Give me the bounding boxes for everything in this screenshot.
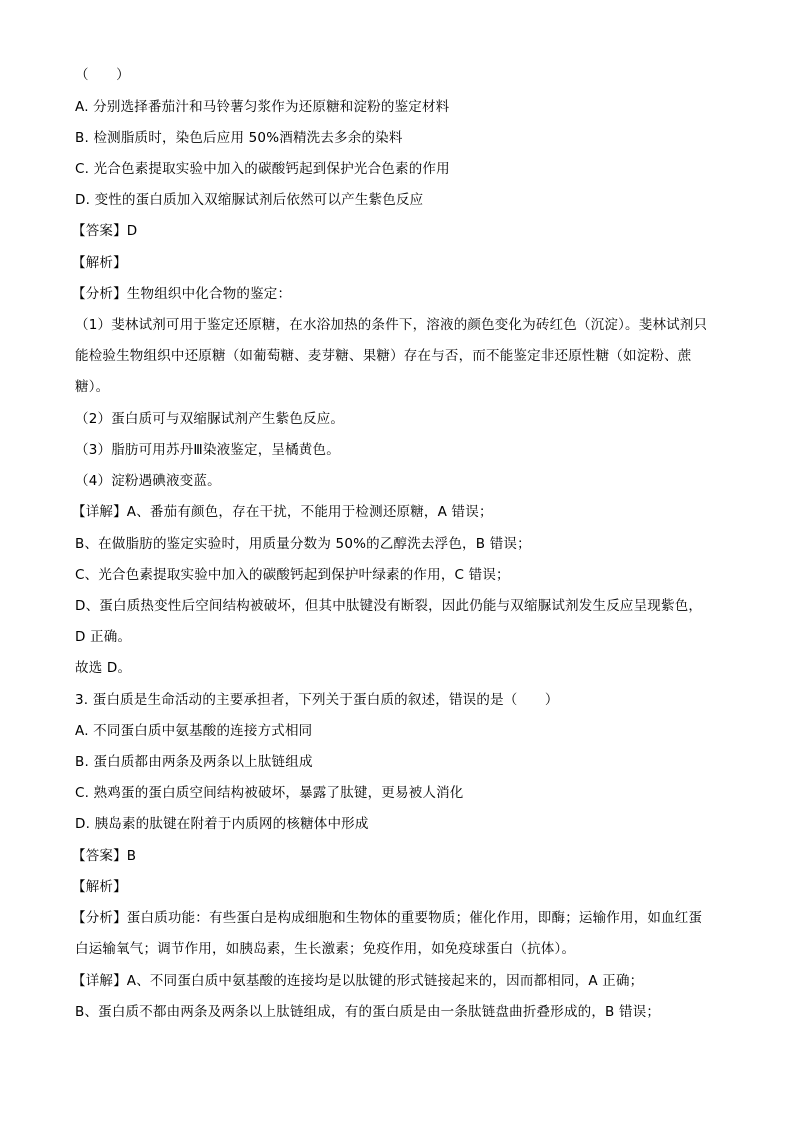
q2-option-b: B. 检测脂质时，染色后应用 50%酒精洗去多余的染料 xyxy=(75,130,403,146)
q3-answer: 【答案】B xyxy=(72,848,137,864)
q2-analysis-line: （3）脂肪可用苏丹Ⅲ染液鉴定，呈橘黄色。 xyxy=(75,442,340,458)
q2-analysis-line: （4）淀粉遇碘液变蓝。 xyxy=(75,473,221,489)
q3-analysis-line: 白运输氧气；调节作用，如胰岛素，生长激素；免疫作用，如免疫球蛋白（抗体）。 xyxy=(75,941,576,957)
q2-analysis-line: （1）斐林试剂可用于鉴定还原糖，在水浴加热的条件下，溶液的颜色变化为砖红色（沉淀）。斐林试剂只 xyxy=(75,317,708,333)
q2-detail-line: D 正确。 xyxy=(75,629,132,645)
q2-analysis-line: （2）蛋白质可与双缩脲试剂产生紫色反应。 xyxy=(75,411,345,427)
q2-option-a: A. 分别选择番茄汁和马铃薯匀浆作为还原糖和淀粉的鉴定材料 xyxy=(75,99,450,115)
q3-stem: 3. 蛋白质是生命活动的主要承担者，下列关于蛋白质的叙述，错误的是（ ） xyxy=(75,692,559,708)
q2-answer: 【答案】D xyxy=(72,223,138,239)
q3-option-d: D. 胰岛素的肽键在附着于内质网的核糖体中形成 xyxy=(75,816,369,832)
q2-option-c: C. 光合色素提取实验中加入的碳酸钙起到保护光合色素的作用 xyxy=(75,161,450,177)
q2-detail-line: 故选 D。 xyxy=(75,660,132,676)
q3-option-c: C. 熟鸡蛋的蛋白质空间结构被破坏，暴露了肽键，更易被人消化 xyxy=(75,785,464,801)
q2-detail-line: C、光合色素提取实验中加入的碳酸钙起到保护叶绿素的作用，C 错误； xyxy=(75,567,510,583)
q2-analysis-line: 糖）。 xyxy=(75,379,110,395)
q2-detail-line: 【详解】A、番茄有颜色，存在干扰，不能用于检测还原糖，A 错误； xyxy=(72,504,493,520)
q2-analysis-heading: 【解析】 xyxy=(72,255,127,271)
q3-analysis-heading: 【解析】 xyxy=(72,879,127,895)
q3-detail-line: 【详解】A、不同蛋白质中氨基酸的连接均是以肽键的形式链接起来的，因而都相同，A 正确； xyxy=(72,973,644,989)
q2-detail-line: D、蛋白质热变性后空间结构被破坏，但其中肽键没有断裂，因此仍能与双缩脲试剂发生反应呈现紫色， xyxy=(75,598,703,614)
q2-detail-line: B、在做脂肪的鉴定实验时，用质量分数为 50%的乙醇洗去浮色，B 错误； xyxy=(75,536,531,552)
q2-stem-tail: （ ） xyxy=(75,67,130,83)
q2-analysis-line: 【分析】生物组织中化合物的鉴定： xyxy=(72,286,292,302)
q3-option-b: B. 蛋白质都由两条及两条以上肽链组成 xyxy=(75,754,313,770)
q3-detail-line: B、蛋白质不都由两条及两条以上肽链组成，有的蛋白质是由一条肽链盘曲折叠形成的，B 错误； xyxy=(75,1004,661,1020)
q2-option-d: D. 变性的蛋白质加入双缩脲试剂后依然可以产生紫色反应 xyxy=(75,192,424,208)
q3-analysis-line: 【分析】蛋白质功能：有些蛋白是构成细胞和生物体的重要物质；催化作用，即酶；运输作用，如血红蛋 xyxy=(72,910,703,926)
q2-analysis-line: 能检验生物组织中还原糖（如葡萄糖、麦芽糖、果糖）存在与否，而不能鉴定非还原性糖（如淀粉、蔗 xyxy=(75,348,692,364)
q3-option-a: A. 不同蛋白质中氨基酸的连接方式相同 xyxy=(75,723,313,739)
